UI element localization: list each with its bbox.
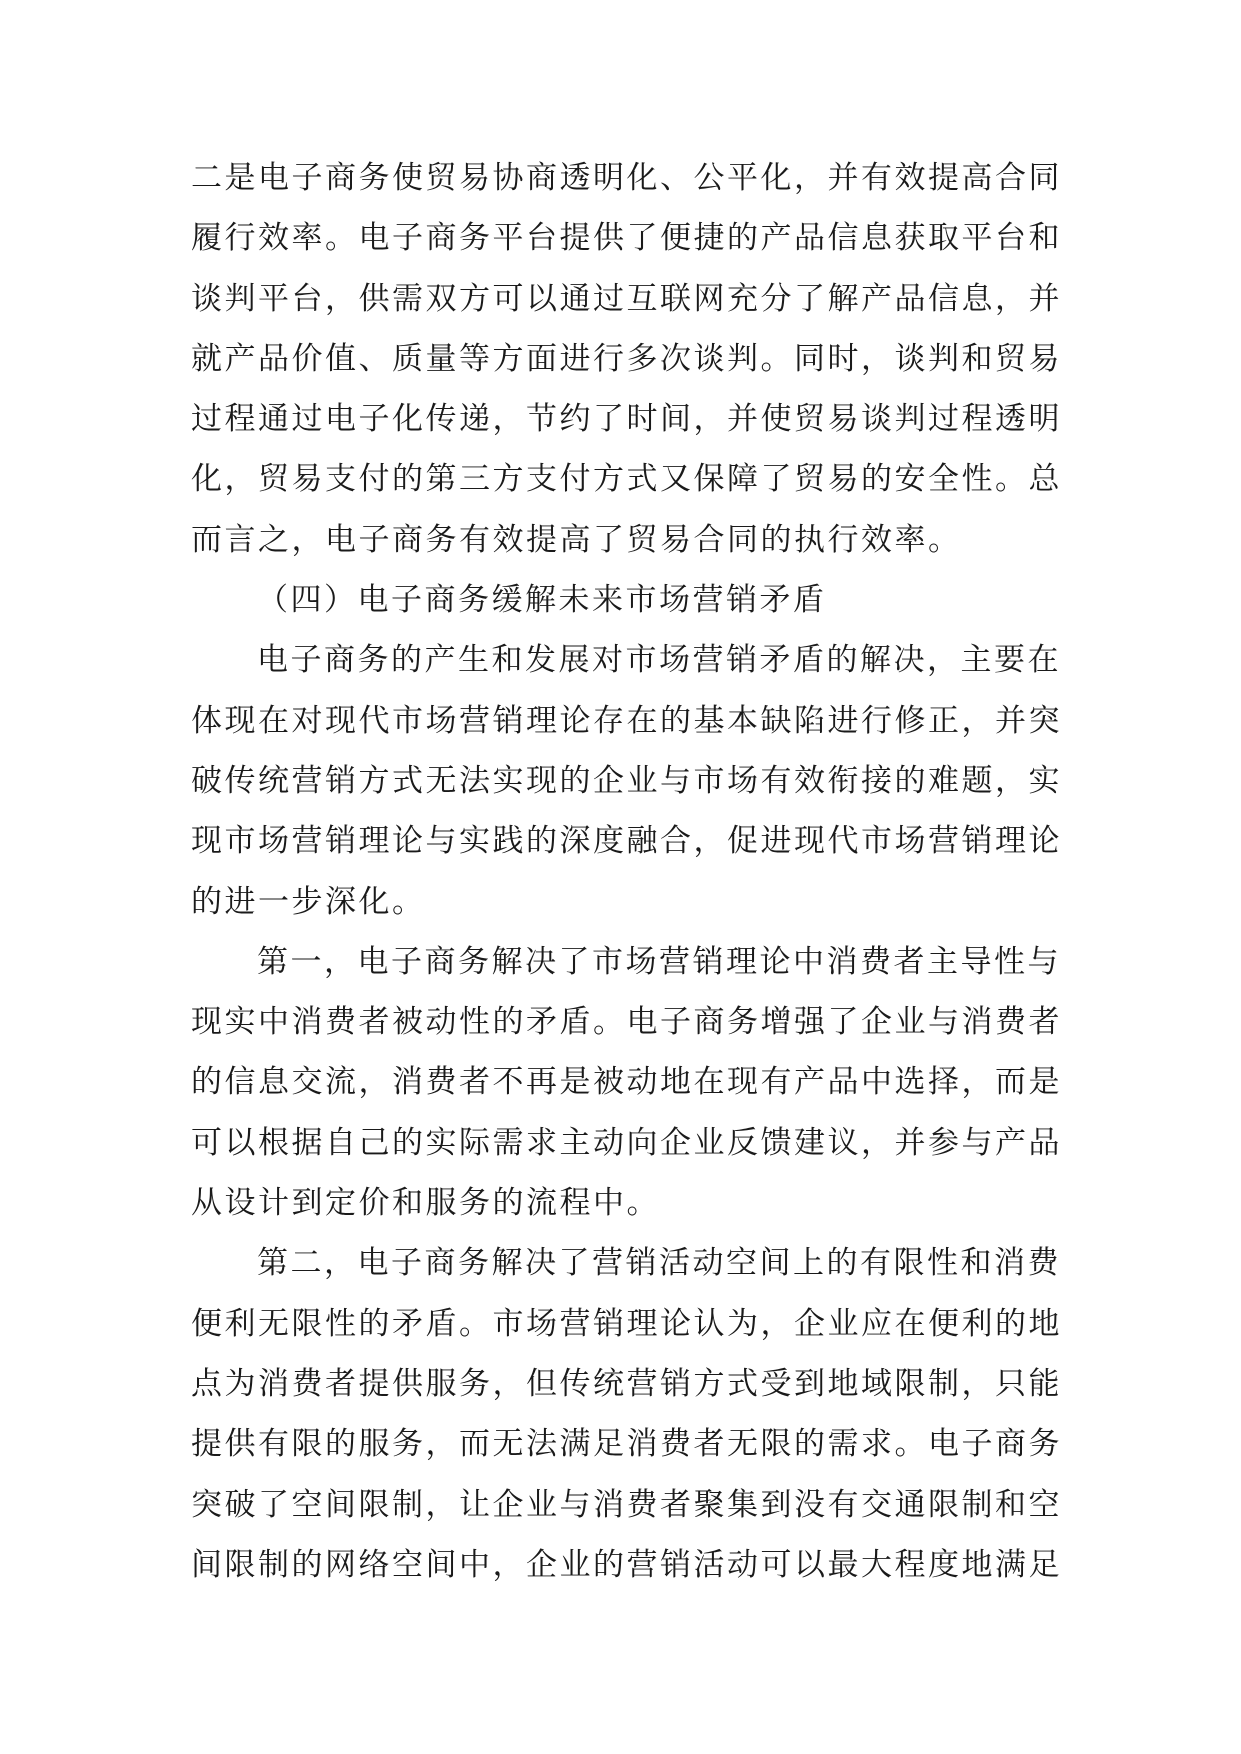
text-line: 的进一步深化。 <box>191 883 426 920</box>
text-line: 二是电子商务使贸易协商透明化、公平化，并有效提高合同 <box>191 160 1062 196</box>
heading-line: （四）电子商务缓解未来市场营销矛盾 <box>257 582 827 619</box>
section-heading <box>191 570 1053 630</box>
text-line: 突破了空间限制，让企业与消费者聚集到没有交通限制和空 <box>191 1486 1062 1523</box>
text-line: 谈判平台，供需双方可以通过互联网充分了解产品信息，并 <box>191 280 1062 317</box>
body-text <box>191 148 1062 1595</box>
paragraph-first-point <box>191 932 1062 1233</box>
text-line: 就产品价值、质量等方面进行多次谈判。同时，谈判和贸易 <box>191 340 1062 377</box>
text-line: 从设计到定价和服务的流程中。 <box>191 1185 660 1222</box>
text-line: 而言之，电子商务有效提高了贸易合同的执行效率。 <box>191 521 962 558</box>
text-line: 现市场营销理论与实践的深度融合，促进现代市场营销理论 <box>191 823 1062 860</box>
text-line: 间限制的网络空间中，企业的营销活动可以最大程度地满足 <box>191 1546 1062 1583</box>
text-line: 现实中消费者被动性的矛盾。电子商务增强了企业与消费者 <box>191 1004 1062 1041</box>
text-line: 体现在对现代市场营销理论存在的基本缺陷进行修正，并突 <box>191 702 1062 739</box>
text-line: 电子商务的产生和发展对市场营销矛盾的解决，主要在 <box>257 642 1061 679</box>
text-line: 提供有限的服务，而无法满足消费者无限的需求。电子商务 <box>191 1426 1062 1463</box>
paragraph-marketing-contradiction <box>191 630 1062 931</box>
text-line: 的信息交流，消费者不再是被动地在现有产品中选择，而是 <box>191 1064 1062 1101</box>
text-line: 履行效率。电子商务平台提供了便捷的产品信息获取平台和 <box>191 220 1062 257</box>
paragraph-second-point <box>191 1233 1062 1595</box>
text-line: 可以根据自己的实际需求主动向企业反馈建议，并参与产品 <box>191 1124 1062 1161</box>
text-line: 过程通过电子化传递，节约了时间，并使贸易谈判过程透明 <box>191 401 1062 438</box>
text-line: 第二，电子商务解决了营销活动空间上的有限性和消费 <box>257 1245 1061 1282</box>
text-line: 破传统营销方式无法实现的企业与市场有效衔接的难题，实 <box>191 762 1062 799</box>
text-line: 便利无限性的矛盾。市场营销理论认为，企业应在便利的地 <box>191 1305 1062 1342</box>
text-line: 化，贸易支付的第三方支付方式又保障了贸易的安全性。总 <box>191 461 1062 498</box>
text-line: 第一，电子商务解决了市场营销理论中消费者主导性与 <box>257 943 1061 980</box>
paragraph-trade-negotiation <box>191 148 1062 570</box>
text-line: 点为消费者提供服务，但传统营销方式受到地域限制，只能 <box>191 1365 1062 1402</box>
